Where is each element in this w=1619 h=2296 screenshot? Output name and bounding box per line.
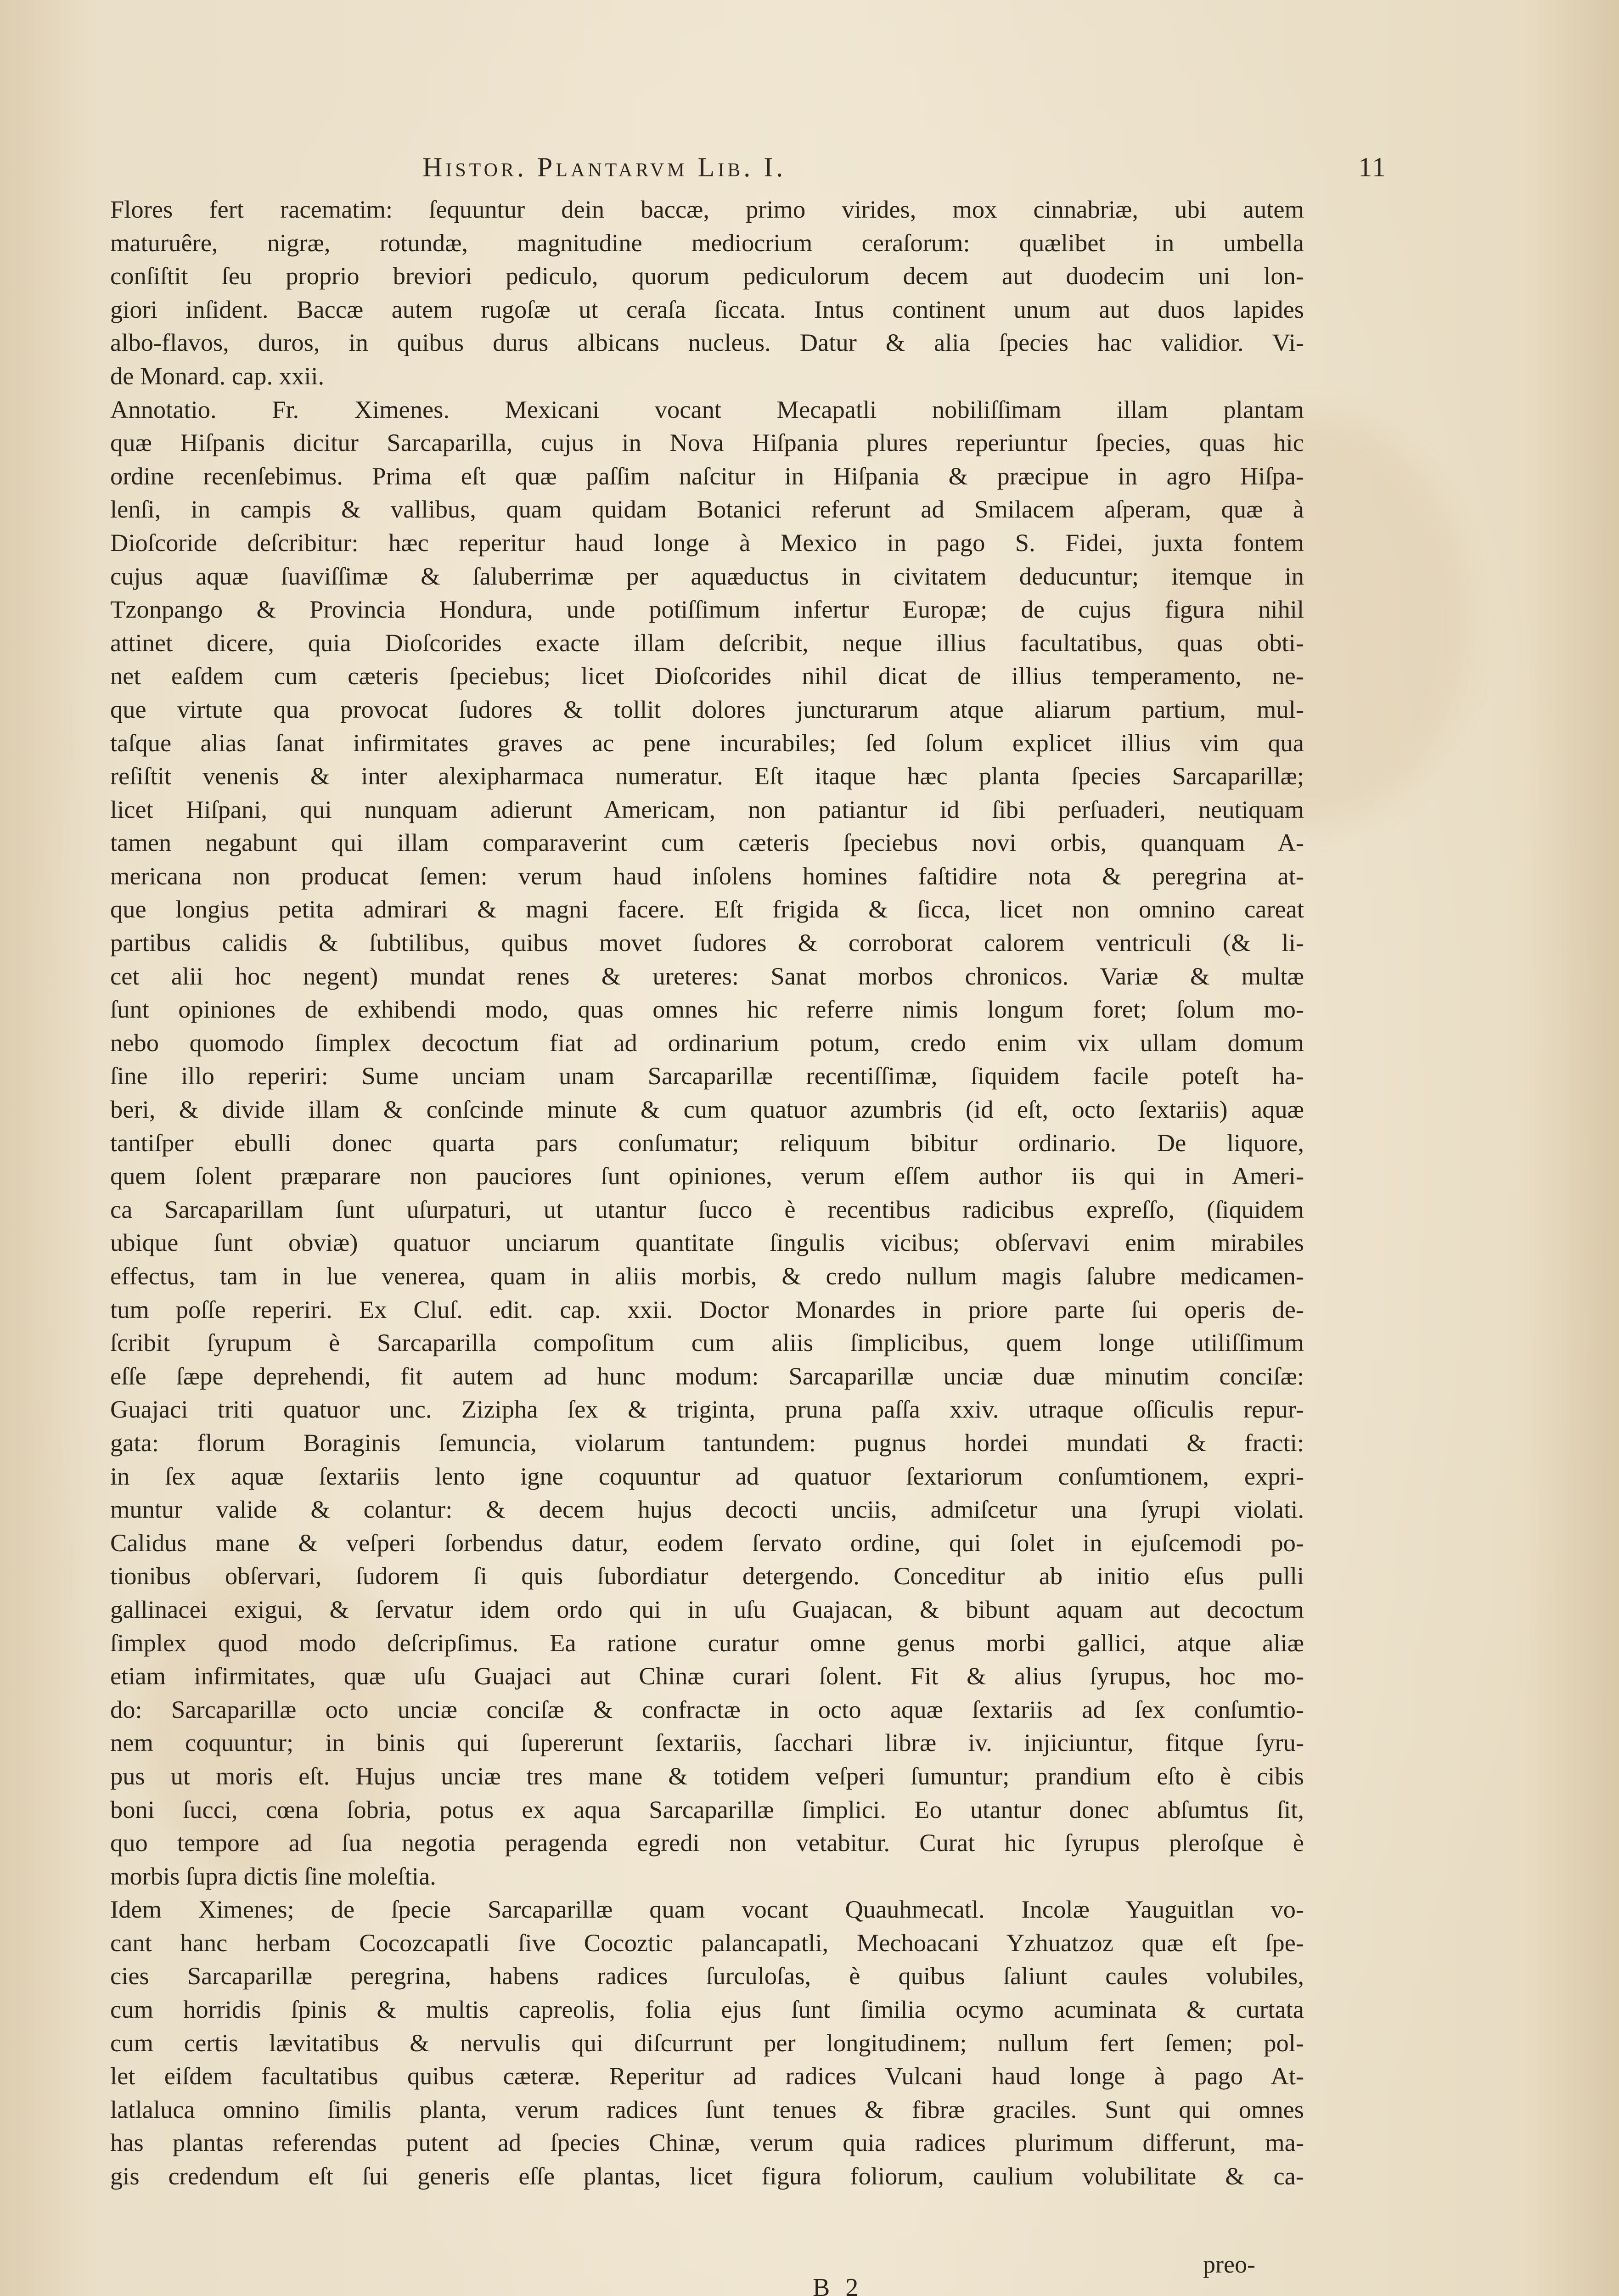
- running-head: Histor. Plantarvm Lib. I.: [422, 152, 787, 182]
- text-line: pus ut moris eſt. Hujus unciæ tres mane & totidem veſperi ſumuntur; prandium eſto è cibis: [110, 1761, 1304, 1790]
- text-line: lenſi, in campis & vallibus, quam quidam Botanici referunt ad Smilacem aſperam, quæ à: [110, 495, 1304, 523]
- text-line: tantiſper ebulli donec quarta pars conſumatur; reliquum bibitur ordinario. De liquore,: [110, 1128, 1304, 1157]
- text-line: net eaſdem cum cæteris ſpeciebus; licet Dioſcorides nihil dicat de illius temperamento, ne-: [110, 662, 1304, 690]
- text-line: tionibus obſervari, ſudorem ſi quis ſubordiatur detergendo. Conceditur ab initio eſus pulli: [110, 1562, 1304, 1590]
- text-line: ſimplex quod modo deſcripſimus. Ea ratione curatur omne genus morbi gallici, atque aliæ: [110, 1628, 1304, 1657]
- text-line: latlaluca omnino ſimilis planta, verum radices ſunt tenues & fibræ graciles. Sunt qui omnes: [110, 2095, 1304, 2123]
- text-line: gis credendum eſt ſui generis eſſe plantas, licet figura foliorum, caulium volubilitate & ca-: [110, 2162, 1304, 2190]
- page-number: 11: [1358, 152, 1387, 182]
- text-line: tamen negabunt qui illam comparaverint cum cæteris ſpeciebus novi orbis, quanquam A-: [110, 828, 1304, 857]
- text-line: ſunt opiniones de exhibendi modo, quas omnes hic referre nimis longum foret; ſolum mo-: [110, 995, 1304, 1024]
- body-text: [110, 193, 1304, 2193]
- text-line: ubique ſunt obviæ) quatuor unciarum quantitate ſingulis vicibus; obſervavi enim mirabiles: [110, 1228, 1304, 1257]
- text-line: de Monard. cap. xxii.: [110, 361, 325, 390]
- text-line: Flores fert racematim: ſequuntur dein baccæ, primo virides, mox cinnabriæ, ubi autem: [110, 195, 1304, 223]
- text-line: ſine illo reperiri: Sume unciam unam Sarcaparillæ recentiſſimæ, ſiquidem facile poteſt ha-: [110, 1062, 1304, 1090]
- text-line: morbis ſupra dictis ſine moleſtia.: [110, 1862, 436, 1890]
- catchword: preo-: [1203, 2251, 1255, 2278]
- page-header: [422, 152, 1387, 184]
- text-line: cum certis lævitatibus & nervulis qui diſcurrunt per longitudinem; nullum fert ſemen; pol-: [110, 2028, 1304, 2057]
- text-line: licet Hiſpani, qui nunquam adierunt Americam, non patiantur id ſibi perſuaderi, neutiquam: [110, 795, 1304, 823]
- text-line: albo-flavos, duros, in quibus durus albicans nucleus. Datur & alia ſpecies hac validior. Vi-: [110, 328, 1304, 357]
- text-line: tum poſſe reperiri. Ex Cluſ. edit. cap. xxii. Doctor Monardes in priore parte ſui operis de-: [110, 1295, 1304, 1323]
- text-line: quem ſolent præparare non pauciores ſunt opiniones, verum eſſem author iis qui in Ameri-: [110, 1162, 1304, 1190]
- text-line: eſſe ſæpe deprehendi, fit autem ad hunc modum: Sarcaparillæ unciæ duæ minutim conciſæ:: [110, 1362, 1304, 1390]
- text-line: Guajaci triti quatuor unc. Zizipha ſex & triginta, pruna paſſa xxiv. utraque oſſiculis repur-: [110, 1395, 1304, 1424]
- text-line: has plantas referendas putent ad ſpecies Chinæ, verum quia radices plurimum differunt, ma-: [110, 2128, 1304, 2157]
- text-line: beri, & divide illam & conſcinde minute & cum quatuor azumbris (id eſt, octo ſextariis) aquæ: [110, 1095, 1304, 1124]
- text-line: gallinacei exigui, & ſervatur idem ordo qui in uſu Guajacan, & bibunt aquam aut decoctum: [110, 1595, 1304, 1623]
- text-line: maturuêre, nigræ, rotundæ, magnitudine mediocrium ceraſorum: quælibet in umbella: [110, 228, 1304, 257]
- text-line: attinet dicere, quia Dioſcorides exacte illam deſcribit, neque illius facultatibus, quas obti-: [110, 628, 1304, 657]
- text-line: nem coquuntur; in binis qui ſupererunt ſextariis, ſacchari libræ iv. injiciuntur, fitque ſyru-: [110, 1728, 1304, 1757]
- text-line: muntur valide & colantur: & decem hujus decocti unciis, admiſcetur una ſyrupi violati.: [110, 1495, 1304, 1524]
- text-line: que virtute qua provocat ſudores & tollit dolores juncturarum atque aliarum partium, mul-: [110, 695, 1304, 723]
- text-line: giori inſident. Baccæ autem rugoſæ ut ceraſa ſiccata. Intus continent unum aut duos lapides: [110, 295, 1304, 323]
- text-line: cant hanc herbam Cocozcapatli ſive Cocoztic palancapatli, Mechoacani Yzhuatzoz quæ eſt ſpe-: [110, 1928, 1304, 1957]
- text-line: quo tempore ad ſua negotia peragenda egredi non vetabitur. Curat hic ſyrupus pleroſque è: [110, 1829, 1304, 1857]
- text-line: cum horridis ſpinis & multis capreolis, folia ejus ſunt ſimilia ocymo acuminata & curtata: [110, 1995, 1304, 2024]
- text-line: partibus calidis & ſubtilibus, quibus movet ſudores & corroborat calorem ventriculi (& li-: [110, 929, 1304, 957]
- text-line: reſiſtit venenis & inter alexipharmaca numeratur. Eſt itaque hæc planta ſpecies Sarcaparillæ;: [110, 762, 1304, 790]
- text-line: cujus aquæ ſuaviſſimæ & ſaluberrimæ per aquæductus in civitatem deducuntur; itemque in: [110, 562, 1304, 590]
- text-line: Idem Ximenes; de ſpecie Sarcaparillæ quam vocant Quauhmecatl. Incolæ Yauguitlan vo-: [110, 1895, 1304, 1924]
- text-line: ca Sarcaparillam ſunt uſurpaturi, ut utantur ſucco è recentibus radicibus expreſſo, (ſiquidem: [110, 1195, 1304, 1223]
- text-line: Annotatio. Fr. Ximenes. Mexicani vocant Mecapatli nobiliſſimam illam plantam: [110, 395, 1304, 423]
- text-line: cies Sarcaparillæ peregrina, habens radices ſurculoſas, è quibus ſaliunt caules volubiles,: [110, 1962, 1304, 1990]
- text-line: effectus, tam in lue venerea, quam in aliis morbis, & credo nullum magis ſalubre medicamen-: [110, 1262, 1304, 1290]
- text-line: nebo quomodo ſimplex decoctum fiat ad ordinarium potum, credo enim vix ullam domum: [110, 1028, 1304, 1057]
- text-line: que longius petita admirari & magni facere. Eſt frigida & ſicca, licet non omnino careat: [110, 895, 1304, 923]
- text-line: etiam infirmitates, quæ uſu Guajaci aut Chinæ curari ſolent. Fit & alius ſyrupus, hoc mo-: [110, 1662, 1304, 1690]
- text-line: conſiſtit ſeu proprio breviori pediculo, quorum pediculorum decem aut duodecim uni lon-: [110, 262, 1304, 290]
- text-line: Dioſcoride deſcribitur: hæc reperitur haud longe à Mexico in pago S. Fidei, juxta fontem: [110, 528, 1304, 557]
- text-line: in ſex aquæ ſextariis lento igne coquuntur ad quatuor ſextariorum conſumtionem, expri-: [110, 1462, 1304, 1490]
- text-line: do: Sarcaparillæ octo unciæ conciſæ & confractæ in octo aquæ ſextariis ad ſex conſumtio-: [110, 1695, 1304, 1723]
- text-line: gata: florum Boraginis ſemuncia, violarum tantundem: pugnus hordei mundati & fracti:: [110, 1428, 1304, 1457]
- text-line: ordine recenſebimus. Prima eſt quæ paſſim naſcitur in Hiſpania & præcipue in agro Hiſpa-: [110, 461, 1304, 490]
- text-line: ſcribit ſyrupum è Sarcaparilla compoſitum cum aliis ſimplicibus, quem longe utiliſſimum: [110, 1328, 1304, 1357]
- text-line: cet alii hoc negent) mundat renes & ureteres: Sanat morbos chronicos. Variæ & multæ: [110, 962, 1304, 990]
- text-line: let eiſdem facultatibus quibus cæteræ. Reperitur ad radices Vulcani haud longe à pago At-: [110, 2062, 1304, 2090]
- signature-mark: B 2: [813, 2273, 863, 2296]
- text-line: taſque alias ſanat infirmitates graves ac pene incurabiles; ſed ſolum explicet illius vim qua: [110, 728, 1304, 757]
- text-line: Tzonpango & Provincia Hondura, unde potiſſimum infertur Europæ; de cujus figura nihil: [110, 595, 1304, 624]
- text-line: Calidus mane & veſperi ſorbendus datur, eodem ſervato ordine, qui ſolet in ejuſcemodi po-: [110, 1528, 1304, 1557]
- text-line: boni ſucci, cœna ſobria, potus ex aqua Sarcaparillæ ſimplici. Eo utantur donec abſumtus ſit,: [110, 1795, 1304, 1823]
- text-line: quæ Hiſpanis dicitur Sarcaparilla, cujus in Nova Hiſpania plures reperiuntur ſpecies, quas hic: [110, 428, 1304, 457]
- text-line: mericana non producat ſemen: verum haud inſolens homines faſtidire nota & peregrina at-: [110, 861, 1304, 890]
